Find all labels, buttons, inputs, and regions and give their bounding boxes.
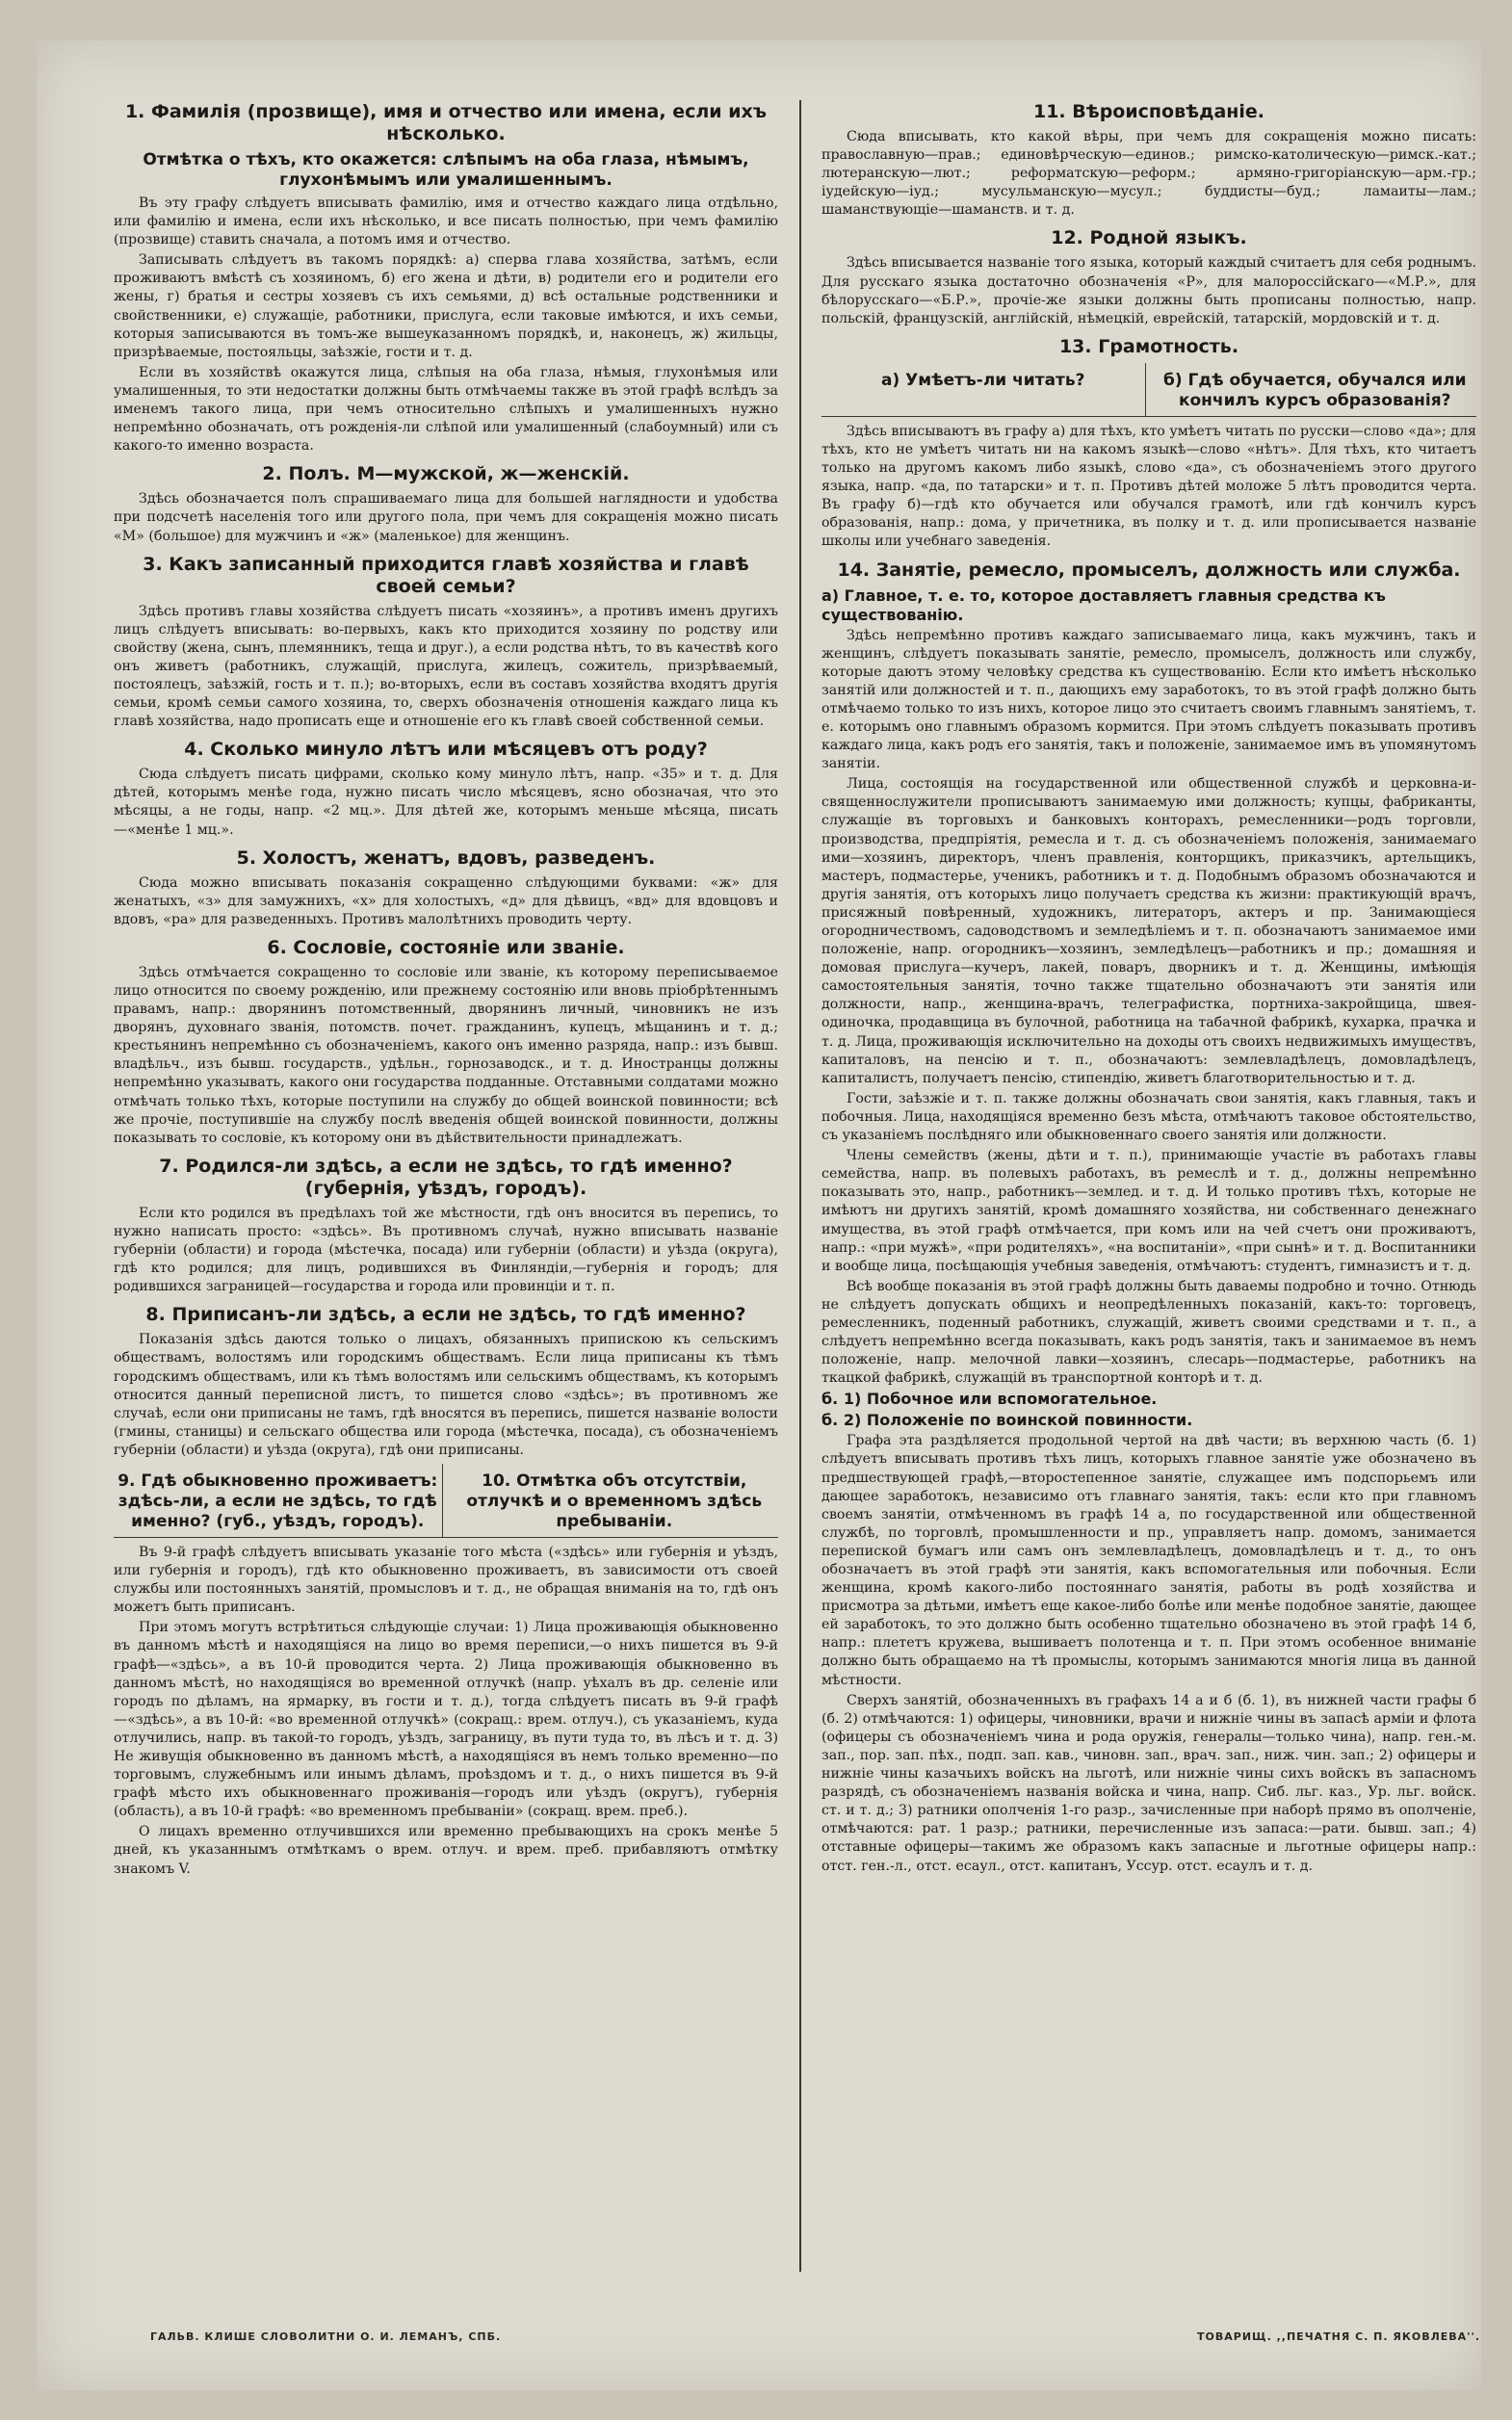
section-10-title: 10. Отмѣтка объ отсутствіи, отлучкѣ и о временномъ здѣсь пребываніи. — [466, 1470, 763, 1531]
section-6-title: 6. Сословіе, состояніе или званіе. — [267, 936, 625, 958]
section-14-paragraph: Лица, состоящія на государственной или общественной службѣ и церковна-и-священнослужители прописываютъ занимаемую ими должность; купцы, фабриканты, служащіе въ торговыхъ и банковыхъ конторахъ, ремесленники—родъ торговли, производства, предпріятія, ремесла и т. д. съ обозначеніемъ положенія, занимаемаго ими—хозяинъ, директоръ, членъ правленія, конторщикъ, приказчикъ, артельщикъ, мастеръ, подмастерье, ученикъ, работникъ и т. д. Подобнымъ образомъ обозначаются и другія занятія, отъ которыхъ лицо получаетъ средства къ жизни: практикующій врачъ, присяжный повѣренный, художникъ, литераторъ, актеръ и пр. Занимающіеся огородничествомъ, садоводствомъ и земледѣліемъ и т. п. обозначаютъ занимаемое ими положеніе, напр. огородникъ—хозяинъ, земледѣлецъ—работникъ и пр.; домашняя и домовая прислуга—кучеръ, лакей, поваръ, дворникъ и т. д. Женщины, имѣющія самостоятельныя занятія, точно также тщательно обозначаютъ эти занятія или должности, напр., женщина-врачъ, телеграфистка, портниха-закройщица, швея-одиночка, продавщица въ булочной, работница на табачной фабрикѣ, кухарка, прачка и т. д. Лица, проживающія исключительно на доходы отъ своихъ недвижимыхъ имуществъ, капиталовъ, на пенсію и т. п., обозначаютъ: землевладѣлецъ, домовладѣлецъ, капиталистъ, получаетъ пенсію, стипендію, живетъ благотворительностью и т. д. — [821, 776, 1476, 1086]
section-9-paragraph: При этомъ могутъ встрѣтиться слѣдующіе случаи: 1) Лица проживающія обыкновенно въ данномъ мѣстѣ и находящіяся на лицо во время переписи,—о нихъ пишется въ 9-й графѣ—«здѣсь», а въ 10-й проводится черта. 2) Лица проживающія обыкновенно въ данномъ мѣстѣ, но находящіяся во временной отлучкѣ (напр. уѣхалъ въ др. селеніе или городъ по дѣламъ, на ярмарку, въ гости и т. д.), тогда слѣдуетъ писать въ 9-й графѣ—«здѣсь», а въ 10-й: «во временной отлучкѣ» (сокращ.: врем. отлуч.), съ указаніемъ, куда отлучились, напр. въ такой-то городъ, уѣздъ, заграницу, въ пути туда то, въ лѣсъ и т. д. 3) Не живущія обыкновенно въ данномъ мѣстѣ, а находящіяся въ немъ только временно—по торговымъ, служебнымъ или инымъ дѣламъ, проѣздомъ и т. д., о нихъ пишется въ 9-й графѣ мѣсто ихъ обыкновеннаго проживанія—городъ или уѣздъ (округъ), губернія (область), а въ 10-й графѣ: «во временномъ пребываніи» (сокращ. врем. преб.). — [114, 1620, 778, 1820]
section-14-paragraph: Всѣ вообще показанія въ этой графѣ должны быть даваемы подробно и точно. Отнюдь не слѣдуетъ допускать общихъ и неопредѣленныхъ показаній, какъ-то: торговецъ, ремесленникъ, поденный работникъ, служащій, живетъ своими средствами и т. п., а слѣдуетъ непремѣнно всегда показывать, какъ родъ занятія, такъ и занимаемое въ немъ положеніе, напр. мелочной лавки—хозяинъ, слесарь—подмастерье, работникъ на ткацкой фабрикѣ, служащій въ транспортной конторѣ и т. д. — [821, 1278, 1476, 1387]
printer-credit-right: ТОВАРИЩ. ,,ПЕЧАТНЯ С. П. ЯКОВЛЕВА''. — [1197, 2330, 1481, 2343]
section-13-paragraph: Здѣсь вписываютъ въ графу а) для тѣхъ, кто умѣетъ читать по русски—слово «да»; для тѣхъ, кто не умѣетъ читать ни на какомъ языкѣ—слово «нѣтъ». Для тѣхъ, кто читаетъ только на другомъ какомъ либо языкѣ, слово «да», съ обозначеніемъ этого другого языка, напр. «да, по татарски» и т. п. Противъ дѣтей моложе 5 лѣтъ проводится черта. Въ графу б)—гдѣ кто обучается или обучался грамотѣ, или гдѣ кончилъ курсъ образованія, напр.: дома, у причетника, въ полку и т. д. или прописывается названіе школы или учебнаго заведенія. — [821, 423, 1476, 550]
left-column — [114, 93, 778, 2308]
section-10-header-cell — [442, 1464, 779, 1537]
section-1-paragraph: Если въ хозяйствѣ окажутся лица, слѣпыя на оба глаза, нѣмыя, глухонѣмыя или умалишенныя, то эти недостатки должны быть отмѣчаемы также въ этой графѣ вслѣдъ за именемъ такого лица, при чемъ относительно слѣпыхъ и умалишенныхъ нужно непремѣнно обозначать, отъ рожденія-ли слѣпой или умалишенный (слабоумный) или съ какого-то именно возраста. — [114, 364, 778, 455]
section-14-paragraph: Сверхъ занятій, обозначенныхъ въ графахъ 14 а и б (б. 1), въ нижней части графы б (б. 2) отмѣчаются: 1) офицеры, чиновники, врачи и нижніе чины въ запасѣ арміи и флота (офицеры съ обозначеніемъ чина и рода оружія, генералы—только чина), напр. ген.-м. зап., пор. зап. пѣх., подп. зап. кав., чиновн. зап., врач. зап., ниж. чин. зап.; 2) офицеры и нижніе чины казачьихъ войскъ на льготѣ, или нижніе чины сихъ войскъ въ запасномъ разрядѣ, съ обозначеніемъ названія войска и чина, напр. Сиб. льг. каз., Ур. льг. войск. ст. и т. д.; 3) ратники ополченія 1-го разр., зачисленные при наборѣ прямо въ ополченіе, отмѣчаются: рат. 1 разр.; ратники, перечисленные изъ запаса:—рати. бывш. зап.; 4) отставные офицеры—такимъ же образомъ какъ запасные и льготные офицеры напр.: отст. ген.-л., отст. есаул., отст. капитанъ, Уссур. отст. есаулъ и т. д. — [821, 1692, 1476, 1874]
section-8-title: 8. Приписанъ-ли здѣсь, а если не здѣсь, то гдѣ именно? — [145, 1304, 746, 1326]
section-13b-title: б) Гдѣ обучается, обучался или кончилъ курсъ образованія? — [1163, 370, 1467, 410]
section-14-paragraph: Члены семействъ (жены, дѣти и т. п.), принимающіе участіе въ работахъ главы семейства, напр. въ полевыхъ работахъ, въ ремеслѣ и т. д., должны непремѣнно показывать это, напр., работникъ—землед. и т. д. И только противъ тѣхъ, которые не имѣютъ ни другихъ занятій, кромѣ домашняго хозяйства, ни собственнаго денежнаго имущества, въ этой графѣ отмѣчается, при комъ или на чей счетъ они проживаютъ, напр.: «при мужѣ», «при родителяхъ», «на воспитаніи», «при сынѣ» и т. д. Воспитанники и вообще лица, посѣщающія учебныя заведенія, отмѣчаютъ: студентъ, гимназистъ и т. д. — [821, 1148, 1476, 1274]
section-9-paragraph: Въ 9-й графѣ слѣдуетъ вписывать указаніе того мѣста («здѣсь» или губернія и уѣздъ, или губернія и городъ), гдѣ кто обыкновенно проживаетъ, въ зависимости отъ своей службы или постоянныхъ занятій, промысловъ и т. д., не обращая вниманія на то, гдѣ онъ можетъ быть приписанъ. — [114, 1544, 778, 1616]
section-3-paragraph: Здѣсь противъ главы хозяйства слѣдуетъ писать «хозяинъ», а противъ именъ другихъ лицъ слѣдуетъ вписывать: во-первыхъ, какъ кто приходится хозяину по родству или свойству (жена, сынъ, племянникъ, теща и друг.), а если родства нѣтъ, то въ качествѣ кого онъ живетъ (работникъ, служащій, прислуга, жилецъ, сожитель, призрѣваемый, постоялецъ, заѣзжій, гость и т. п.); во-вторыхъ, если въ составъ хозяйства входятъ другія семьи, кромѣ семьи самого хозяина, то, сверхъ обозначенія отношенія каждаго лица къ главѣ хозяйства, надо прописать еще и отношеніе его къ главѣ своей собственной семьи. — [114, 603, 778, 730]
section-14-paragraph: Графа эта раздѣляется продольной чертой на двѣ части; въ верхнюю часть (б. 1) слѣдуетъ вписывать противъ тѣхъ лицъ, которыхъ главное занятіе уже обозначено въ предшествующей графѣ,—второстепенное занятіе, служащее имъ подспорьемъ или дающее заработокъ, независимо отъ главнаго занятія, такъ: если кто при главномъ своемъ занятіи, отмѣченномъ въ графѣ 14 а, по государственной или общественной службѣ, по торговлѣ, промышленности и пр., управляетъ напр. домомъ, занимается перепиской бумагъ или самъ онъ землевладѣлецъ, домовладѣлецъ и т. д., то онъ обозначаетъ въ этой графѣ эти занятія, какъ вспомогательныя или побочныя. Если женщина, кромѣ какого-либо постояннаго занятія, работы въ родѣ хозяйства и присмотра за дѣтьми, имѣетъ еще какое-либо болѣе или менѣе подобное занятіе, дающее ей заработокъ, то это должно быть особенно тщательно обозначено въ этой графѣ 14 б, напр.: плететъ кружева, вышиваетъ полотенца и т. п. При этомъ особенное вниманіе должно быть обращаемо на тѣ промыслы, которымъ занимаются многія лица въ данной мѣстности. — [821, 1433, 1476, 1688]
section-2-paragraph: Здѣсь обозначается полъ спрашиваемаго лица для большей наглядности и удобства при подсчетѣ населенія того или другого пола, при чемъ для сокращенія можно писать «М» (большое) для мужчинъ и «ж» (маленькое) для женщинъ. — [114, 491, 778, 544]
section-12-paragraph: Здѣсь вписывается названіе того языка, который каждый считаетъ для себя роднымъ. Для русскаго языка достаточно обозначенія «Р», для малороссійскаго—«М.Р.», для бѣлорусскаго—«Б.Р.», прочіе-же языки должны быть прописаны полностью, напр. польскій, французскій, англійскій, нѣмецкій, еврейскій, татарскій, мордовскій и т. д. — [821, 255, 1476, 326]
section-14b1-heading: б. 1) Побочное или вспомогательное. — [821, 1390, 1158, 1409]
section-9-title: 9. Гдѣ обыкновенно проживаетъ: здѣсь-ли, а если не здѣсь, то гдѣ именно? (губ., уѣздъ, городъ). — [117, 1470, 438, 1531]
section-1-title: 1. Фамилія (прозвище), имя и отчество или имена, если ихъ нѣсколько. — [124, 101, 768, 144]
section-14-paragraph: Гости, заѣзжіе и т. п. также должны обозначать свои занятія, какъ главныя, такъ и побочныя. Лица, находящіяся временно безъ мѣста, отмѣчаютъ таковое обстоятельство, съ указаніемъ послѣдняго или обыкновеннаго своего занятія или должности. — [821, 1090, 1476, 1144]
section-11-paragraph: Сюда вписывать, кто какой вѣры, при чемъ для сокращенія можно писать: православную—прав.; единовѣрческую—единов.; римско-католическую—римск.-кат.; лютеранскую—лют.; реформатскую—реформ.; армяно-григоріанскую—арм.-гр.; іудейскую—іуд.; мусульманскую—мусул.; буддисты—буд.; ламаиты—лам.; шаманствующіе—шаманств. и т. д. — [821, 129, 1476, 219]
section-13-title: 13. Грамотность. — [1058, 335, 1239, 357]
section-9-header-cell — [114, 1464, 442, 1537]
section-14-title: 14. Занятіе, ремесло, промыселъ, должность или служба. — [837, 559, 1461, 581]
right-column — [821, 93, 1476, 2318]
section-11-title: 11. Вѣроисповѣданіе. — [1032, 101, 1265, 122]
section-7-title: 7. Родился-ли здѣсь, а если не здѣсь, то гдѣ именно? (губернія, уѣздъ, городъ). — [159, 1155, 733, 1199]
section-13a-cell — [821, 363, 1145, 416]
section-12-title: 12. Родной языкъ. — [1051, 227, 1247, 249]
section-9-paragraph: О лицахъ временно отлучившихся или временно пребывающихъ на срокъ менѣе 5 дней, къ указаннымъ отмѣткамъ о врем. отлуч. и врем. преб. прибавляютъ отмѣтку знакомъ V. — [114, 1824, 778, 1877]
section-13b-cell — [1145, 363, 1477, 416]
census-instruction-sheet — [37, 40, 1481, 2390]
section-14-paragraph: Здѣсь непремѣнно противъ каждаго записываемаго лица, какъ мужчинъ, такъ и женщинъ, слѣдуетъ показывать занятіе, ремесло, промыселъ, должность или службу, которые даютъ этому человѣку средства къ существованію. Если кто имѣетъ нѣсколько занятій или должностей и т. п., дающихъ ему заработокъ, то въ этой графѣ должно быть отмѣчаемо только то изъ нихъ, которое лицо это считаетъ своимъ главнымъ занятіемъ, т. е. которымъ оно главнымъ образомъ кормится. При этомъ слѣдуетъ показывать противъ каждаго лица, какъ родъ его занятія, такъ и положеніе, занимаемое имъ въ упомянутомъ занятіи. — [821, 627, 1476, 772]
section-4-paragraph: Сюда слѣдуетъ писать цифрами, сколько кому минуло лѣтъ, напр. «35» и т. д. Для дѣтей, которымъ менѣе года, нужно писать число мѣсяцевъ, ясно обозначая, что это мѣсяцы, а не годы, напр. «2 мц.». Для дѣтей же, которымъ меньше мѣсяца, писать—«менѣе 1 мц.». — [114, 767, 778, 838]
section-13-header — [821, 363, 1476, 417]
section-1-paragraph: Въ эту графу слѣдуетъ вписывать фамилію, имя и отчество каждаго лица отдѣльно, или фамилію и имена, если ихъ нѣсколько, и все писать полностью, при чемъ фамилію (прозвище) ставить сначала, а потомъ имя и отчество. — [114, 195, 778, 248]
section-9-10-header — [114, 1464, 778, 1538]
printer-credit-left: ГАЛЬВ. КЛИШЕ СЛОВОЛИТНИ О. И. ЛЕМАНЪ, СПБ. — [150, 2330, 502, 2343]
section-8-paragraph: Показанія здѣсь даются только о лицахъ, обязанныхъ припискою къ сельскимъ обществамъ, волостямъ или городскимъ обществамъ. Если лица приписаны къ тѣмъ городскимъ обществамъ, или къ тѣмъ волостямъ или сельскимъ обществамъ, къ которымъ относится данный переписной листъ, то пишется слово «здѣсь»; въ противномъ же случаѣ, если они приписаны не тамъ, гдѣ вносятся въ перепись, пишется названіе волости (гмины, станицы) и сельскаго общества или города (мѣстечка, посада), съ обозначеніемъ губерніи (области) и уѣзда (округа), гдѣ они приписаны. — [114, 1332, 778, 1458]
section-6-paragraph: Здѣсь отмѣчается сокращенно то сословіе или званіе, къ которому переписываемое лицо относится по своему рожденію, или прежнему состоянію или вновь пріобрѣтеннымъ правамъ, напр.: дворянинъ потомственный, дворянинъ личный, чиновникъ не изъ дворянъ, духовнаго званія, потомств. почет. гражданинъ, купецъ, мѣщанинъ и т. д.; крестьянинъ непремѣнно съ обозначеніемъ, какого онъ именно разряда, напр.: изъ бывш. владѣльч., изъ бывш. государств., удѣльн., горнозаводск., и т. д. Иностранцы должны непремѣнно указывать, какого они государства подданные. Отставными солдатами можно отмѣчать только тѣхъ, которые поступили на службу до общей воинской повинности; всѣ же прочіе, поступившіе на службу послѣ введенія общей воинской повинности, должны показывать то сословіе, къ которому они въ дѣйствительности принадлежатъ. — [114, 964, 778, 1146]
section-1-subtitle: Отмѣтка о тѣхъ, кто окажется: слѣпымъ на оба глаза, нѣмымъ, глухонѣмымъ или умалишеннымъ. — [143, 150, 749, 190]
section-3-title: 3. Какъ записанный приходится главѣ хозяйства и главѣ своей семьи? — [143, 553, 749, 597]
column-divider — [799, 100, 801, 2272]
section-5-paragraph: Сюда можно вписывать показанія сокращенно слѣдующими буквами: «ж» для женатыхъ, «з» для замужнихъ, «х» для холостыхъ, «д» для дѣвицъ, «вд» для вдовцовъ и вдовъ, «ра» для разведенныхъ. Противъ малолѣтнихъ проводить черту. — [114, 874, 778, 927]
section-1-paragraph: Записывать слѣдуетъ въ такомъ порядкѣ: а) сперва глава хозяйства, затѣмъ, если проживаютъ вмѣстѣ съ хозяиномъ, б) его жена и дѣти, в) родители его и родители его жены, г) братья и сестры хозяевъ съ ихъ семьями, д) всѣ остальные родственники и свойственники, е) служащіе, работники, прислуга, если таковые имѣются, и ихъ семьи, которыя записываются въ томъ-же вышеуказанномъ порядкѣ, и, наконецъ, ж) жильцы, призрѣваемые, постояльцы, заѣзжіе, гости и т. д. — [114, 252, 778, 360]
section-4-title: 4. Сколько минуло лѣтъ или мѣсяцевъ отъ роду? — [184, 739, 708, 761]
section-14b2-heading: б. 2) Положеніе по воинской повинности. — [821, 1411, 1193, 1430]
section-13a-title: а) Умѣетъ-ли читать? — [880, 370, 1085, 390]
section-2-title: 2. Полъ. М—мужской, ж—женскій. — [262, 463, 630, 485]
section-5-title: 5. Холостъ, женатъ, вдовъ, разведенъ. — [236, 846, 656, 869]
section-14a-heading: а) Главное, т. е. то, которое доставляетъ главныя средства къ существованію. — [821, 585, 1386, 624]
section-7-paragraph: Если кто родился въ предѣлахъ той же мѣстности, гдѣ онъ вносится въ перепись, то нужно написать просто: «здѣсь». Въ противномъ случаѣ, нужно вписывать названіе губерніи (области) и города (мѣстечка, посада) или губерніи (области) и уѣзда (округа), гдѣ кто родился; для лицъ, родившихся въ Финляндіи,—губернія и городъ; для родившихся заграницей—государства и города или провинціи и т. п. — [114, 1205, 778, 1295]
